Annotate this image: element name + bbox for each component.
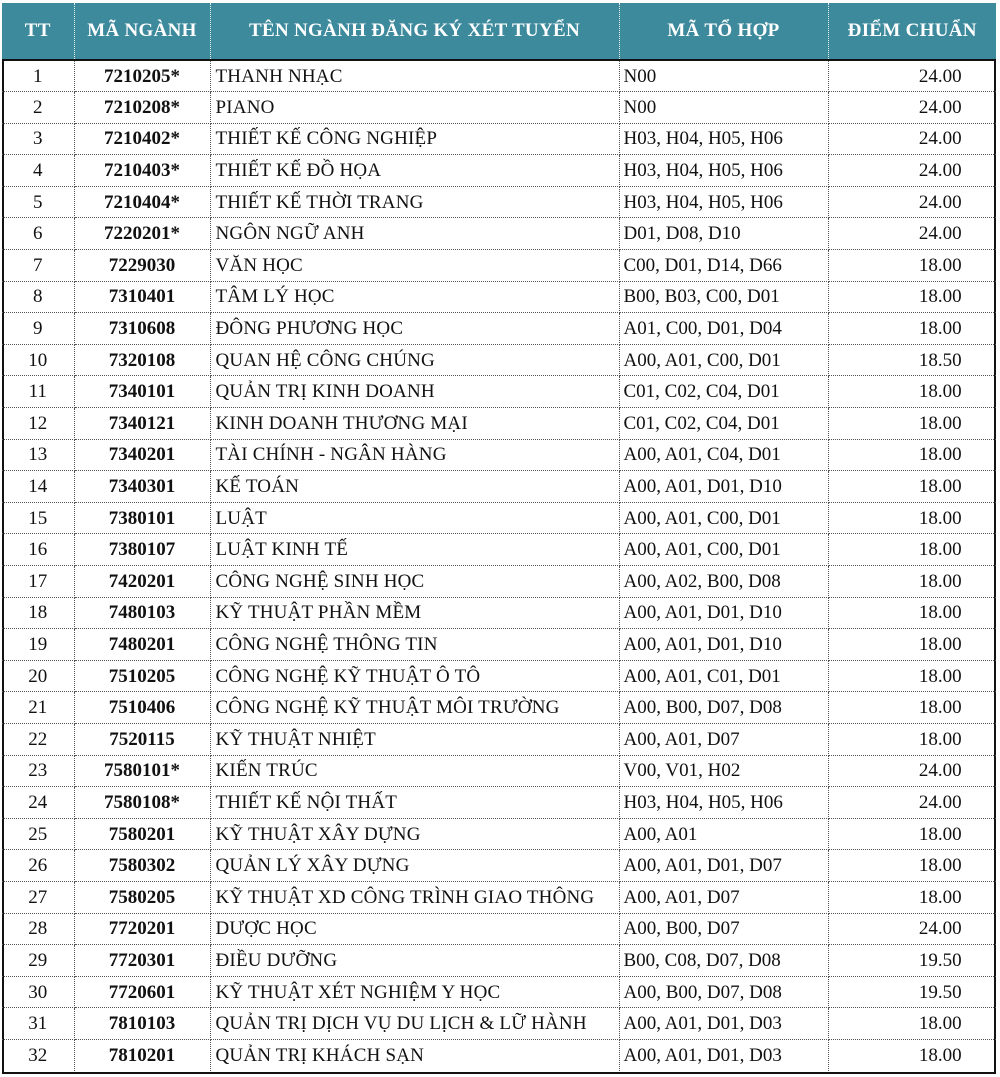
column-header-tt: TT	[2, 3, 74, 60]
major-name: QUẢN TRỊ KHÁCH SẠN	[210, 1039, 619, 1071]
benchmark-score: 24.00	[828, 755, 996, 787]
benchmark-score: 18.00	[828, 471, 996, 503]
row-number: 28	[2, 913, 74, 945]
row-number: 10	[2, 344, 74, 376]
table-row	[2, 408, 996, 440]
subject-combination: N00	[619, 92, 828, 124]
major-code: 7720301	[74, 945, 210, 977]
row-number: 1	[2, 60, 74, 92]
subject-combination: C01, C02, C04, D01	[619, 376, 828, 408]
subject-combination: B00, C08, D07, D08	[619, 945, 828, 977]
row-number: 8	[2, 281, 74, 313]
subject-combination: A00, A01	[619, 818, 828, 850]
subject-combination: H03, H04, H05, H06	[619, 186, 828, 218]
major-code: 7210208*	[74, 92, 210, 124]
row-number: 29	[2, 945, 74, 977]
table-row	[2, 818, 996, 850]
row-number: 11	[2, 376, 74, 408]
major-code: 7520115	[74, 723, 210, 755]
major-code: 7580108*	[74, 787, 210, 819]
major-code: 7480103	[74, 597, 210, 629]
subject-combination: A00, A01, D07	[619, 881, 828, 913]
subject-combination: A00, A01, C00, D01	[619, 502, 828, 534]
major-name: TÀI CHÍNH - NGÂN HÀNG	[210, 439, 619, 471]
major-code: 7320108	[74, 344, 210, 376]
major-name: THIẾT KẾ THỜI TRANG	[210, 186, 619, 218]
table-row	[2, 123, 996, 155]
major-code: 7220201*	[74, 218, 210, 250]
benchmark-score: 18.00	[828, 629, 996, 661]
subject-combination: D01, D08, D10	[619, 218, 828, 250]
major-code: 7580201	[74, 818, 210, 850]
subject-combination: A00, A01, D01, D07	[619, 850, 828, 882]
major-code: 7510205	[74, 660, 210, 692]
benchmark-score: 24.00	[828, 913, 996, 945]
major-name: CÔNG NGHỆ THÔNG TIN	[210, 629, 619, 661]
major-code: 7580205	[74, 881, 210, 913]
table-row	[2, 787, 996, 819]
major-code: 7420201	[74, 566, 210, 598]
row-number: 5	[2, 186, 74, 218]
row-number: 9	[2, 313, 74, 345]
table-row	[2, 566, 996, 598]
subject-combination: H03, H04, H05, H06	[619, 787, 828, 819]
subject-combination: A00, A01, D01, D10	[619, 471, 828, 503]
column-header-code: MÃ NGÀNH	[74, 3, 210, 60]
major-code: 7380107	[74, 534, 210, 566]
major-name: VĂN HỌC	[210, 250, 619, 282]
major-name: QUẢN TRỊ KINH DOANH	[210, 376, 619, 408]
table-row	[2, 629, 996, 661]
benchmark-score: 18.00	[828, 692, 996, 724]
table-row	[2, 344, 996, 376]
table-row	[2, 1008, 996, 1040]
major-name: CÔNG NGHỆ KỸ THUẬT Ô TÔ	[210, 660, 619, 692]
major-code: 7810103	[74, 1008, 210, 1040]
table-row	[2, 218, 996, 250]
subject-combination: A00, A01, D07	[619, 723, 828, 755]
row-number: 18	[2, 597, 74, 629]
benchmark-score: 24.00	[828, 787, 996, 819]
benchmark-score: 18.00	[828, 376, 996, 408]
table-row	[2, 660, 996, 692]
row-number: 2	[2, 92, 74, 124]
benchmark-score: 18.00	[828, 439, 996, 471]
benchmark-score: 18.00	[828, 408, 996, 440]
table-row	[2, 976, 996, 1008]
row-number: 14	[2, 471, 74, 503]
major-code: 7480201	[74, 629, 210, 661]
major-name: QUẢN TRỊ DỊCH VỤ DU LỊCH & LỮ HÀNH	[210, 1008, 619, 1040]
column-header-score: ĐIỂM CHUẨN	[828, 3, 996, 60]
row-number: 22	[2, 723, 74, 755]
row-number: 15	[2, 502, 74, 534]
benchmark-score: 18.00	[828, 502, 996, 534]
subject-combination: A00, A01, D01, D10	[619, 629, 828, 661]
major-code: 7310608	[74, 313, 210, 345]
major-name: KIẾN TRÚC	[210, 755, 619, 787]
major-code: 7580101*	[74, 755, 210, 787]
table-row	[2, 250, 996, 282]
major-name: PIANO	[210, 92, 619, 124]
benchmark-score: 18.00	[828, 850, 996, 882]
table-row	[2, 60, 996, 92]
table-row	[2, 945, 996, 977]
benchmark-score: 18.00	[828, 250, 996, 282]
benchmark-score: 24.00	[828, 218, 996, 250]
major-code: 7380101	[74, 502, 210, 534]
benchmark-score: 24.00	[828, 155, 996, 187]
table-row	[2, 439, 996, 471]
benchmark-score: 19.50	[828, 945, 996, 977]
row-number: 13	[2, 439, 74, 471]
subject-combination: A00, A01, D01, D03	[619, 1039, 828, 1071]
subject-combination: N00	[619, 60, 828, 92]
major-name: KỸ THUẬT XD CÔNG TRÌNH GIAO THÔNG	[210, 881, 619, 913]
benchmark-score: 18.00	[828, 881, 996, 913]
admission-score-sheet	[2, 3, 996, 1074]
benchmark-score: 18.00	[918, 1044, 962, 1066]
subject-combination: H03, H04, H05, H06	[619, 123, 828, 155]
row-number: 23	[2, 755, 74, 787]
major-code: 7340301	[74, 471, 210, 503]
table-row	[2, 471, 996, 503]
row-number: 31	[2, 1008, 74, 1040]
row-number: 6	[2, 218, 74, 250]
benchmark-score: 18.00	[828, 818, 996, 850]
major-name: KỸ THUẬT NHIỆT	[210, 723, 619, 755]
major-code: 7810201	[74, 1039, 210, 1071]
major-name: THIẾT KẾ ĐỒ HỌA	[210, 155, 619, 187]
table-row	[2, 692, 996, 724]
major-code: 7210402*	[74, 123, 210, 155]
major-name: LUẬT KINH TẾ	[210, 534, 619, 566]
benchmark-score: 18.00	[828, 597, 996, 629]
row-number: 27	[2, 881, 74, 913]
subject-combination: C00, D01, D14, D66	[619, 250, 828, 282]
benchmark-score: 18.50	[828, 344, 996, 376]
table-row	[2, 186, 996, 218]
table-row	[2, 1039, 996, 1071]
major-code: 7229030	[74, 250, 210, 282]
major-name: KỸ THUẬT XÉT NGHIỆM Y HỌC	[210, 976, 619, 1008]
row-number: 19	[2, 629, 74, 661]
subject-combination: A00, A01, C01, D01	[619, 660, 828, 692]
major-code: 7580302	[74, 850, 210, 882]
subject-combination: C01, C02, C04, D01	[619, 408, 828, 440]
major-name: KINH DOANH THƯƠNG MẠI	[210, 408, 619, 440]
major-code: 7720601	[74, 976, 210, 1008]
subject-combination: B00, B03, C00, D01	[619, 281, 828, 313]
major-name: LUẬT	[210, 502, 619, 534]
major-name: DƯỢC HỌC	[210, 913, 619, 945]
benchmark-score: 18.00	[828, 1008, 996, 1040]
table-header	[2, 3, 996, 60]
header-row	[2, 3, 996, 60]
subject-combination: A00, A01, C00, D01	[619, 344, 828, 376]
major-name: QUAN HỆ CÔNG CHÚNG	[210, 344, 619, 376]
major-code: 7340101	[74, 376, 210, 408]
major-code: 7210404*	[74, 186, 210, 218]
row-number: 20	[2, 660, 74, 692]
subject-combination: A00, A01, D01, D03	[619, 1008, 828, 1040]
benchmark-score: 18.00	[828, 566, 996, 598]
row-number: 16	[2, 534, 74, 566]
table-row	[2, 155, 996, 187]
subject-combination: A00, A01, D01, D10	[619, 597, 828, 629]
subject-combination: V00, V01, H02	[619, 755, 828, 787]
benchmark-score: 18.00	[828, 660, 996, 692]
major-code: 7340121	[74, 408, 210, 440]
major-code: 7340201	[74, 439, 210, 471]
major-name: ĐÔNG PHƯƠNG HỌC	[210, 313, 619, 345]
major-name: QUẢN LÝ XÂY DỰNG	[210, 850, 619, 882]
benchmark-score: 24.00	[828, 186, 996, 218]
major-code: 7310401	[74, 281, 210, 313]
major-name: TÂM LÝ HỌC	[210, 281, 619, 313]
table-row	[2, 723, 996, 755]
subject-combination: A00, B00, D07, D08	[619, 692, 828, 724]
table-row	[2, 850, 996, 882]
major-code: 7720201	[74, 913, 210, 945]
major-code: 7210205*	[74, 60, 210, 92]
major-name: THIẾT KẾ CÔNG NGHIỆP	[210, 123, 619, 155]
major-name: KỸ THUẬT PHẦN MỀM	[210, 597, 619, 629]
table-row	[2, 376, 996, 408]
row-number: 30	[2, 976, 74, 1008]
table-row	[2, 281, 996, 313]
subject-combination: A00, A01, C00, D01	[619, 534, 828, 566]
table-row	[2, 313, 996, 345]
major-name: NGÔN NGỮ ANH	[210, 218, 619, 250]
row-number: 4	[2, 155, 74, 187]
benchmark-score: 19.50	[828, 976, 996, 1008]
major-code: 7510406	[74, 692, 210, 724]
table-body	[2, 60, 996, 1071]
table-row	[2, 755, 996, 787]
benchmark-score: 18.00	[828, 723, 996, 755]
major-name: CÔNG NGHỆ SINH HỌC	[210, 566, 619, 598]
row-number: 12	[2, 408, 74, 440]
row-number: 17	[2, 566, 74, 598]
major-name: CÔNG NGHỆ KỸ THUẬT MÔI TRƯỜNG	[210, 692, 619, 724]
benchmark-score: 24.00	[828, 92, 996, 124]
benchmark-score: 18.00	[828, 281, 996, 313]
admission-score-table	[2, 3, 996, 1071]
column-header-combination: MÃ TỔ HỢP	[619, 3, 828, 60]
table-row	[2, 502, 996, 534]
table-row	[2, 913, 996, 945]
major-code: 7210403*	[74, 155, 210, 187]
row-number: 21	[2, 692, 74, 724]
major-name: KỸ THUẬT XÂY DỰNG	[210, 818, 619, 850]
table-row	[2, 881, 996, 913]
row-number: 26	[2, 850, 74, 882]
benchmark-score: 18.00	[828, 534, 996, 566]
row-number: 3	[2, 123, 74, 155]
table-row	[2, 597, 996, 629]
subject-combination: A01, C00, D01, D04	[619, 313, 828, 345]
benchmark-score: 24.00	[828, 60, 996, 92]
row-number: 32	[2, 1039, 74, 1071]
row-number: 25	[2, 818, 74, 850]
subject-combination: A00, B00, D07	[619, 913, 828, 945]
subject-combination: A00, A02, B00, D08	[619, 566, 828, 598]
benchmark-score: 18.00	[828, 313, 996, 345]
major-name: ĐIỀU DƯỠNG	[210, 945, 619, 977]
subject-combination: H03, H04, H05, H06	[619, 155, 828, 187]
major-name: KẾ TOÁN	[210, 471, 619, 503]
benchmark-score: 24.00	[828, 123, 996, 155]
subject-combination: A00, B00, D07, D08	[619, 976, 828, 1008]
row-number: 7	[2, 250, 74, 282]
subject-combination: A00, A01, C04, D01	[619, 439, 828, 471]
table-row	[2, 534, 996, 566]
column-header-name: TÊN NGÀNH ĐĂNG KÝ XÉT TUYỂN	[210, 3, 619, 60]
major-name: THANH NHẠC	[210, 60, 619, 92]
row-number: 24	[2, 787, 74, 819]
table-row	[2, 92, 996, 124]
major-name: THIẾT KẾ NỘI THẤT	[210, 787, 619, 819]
